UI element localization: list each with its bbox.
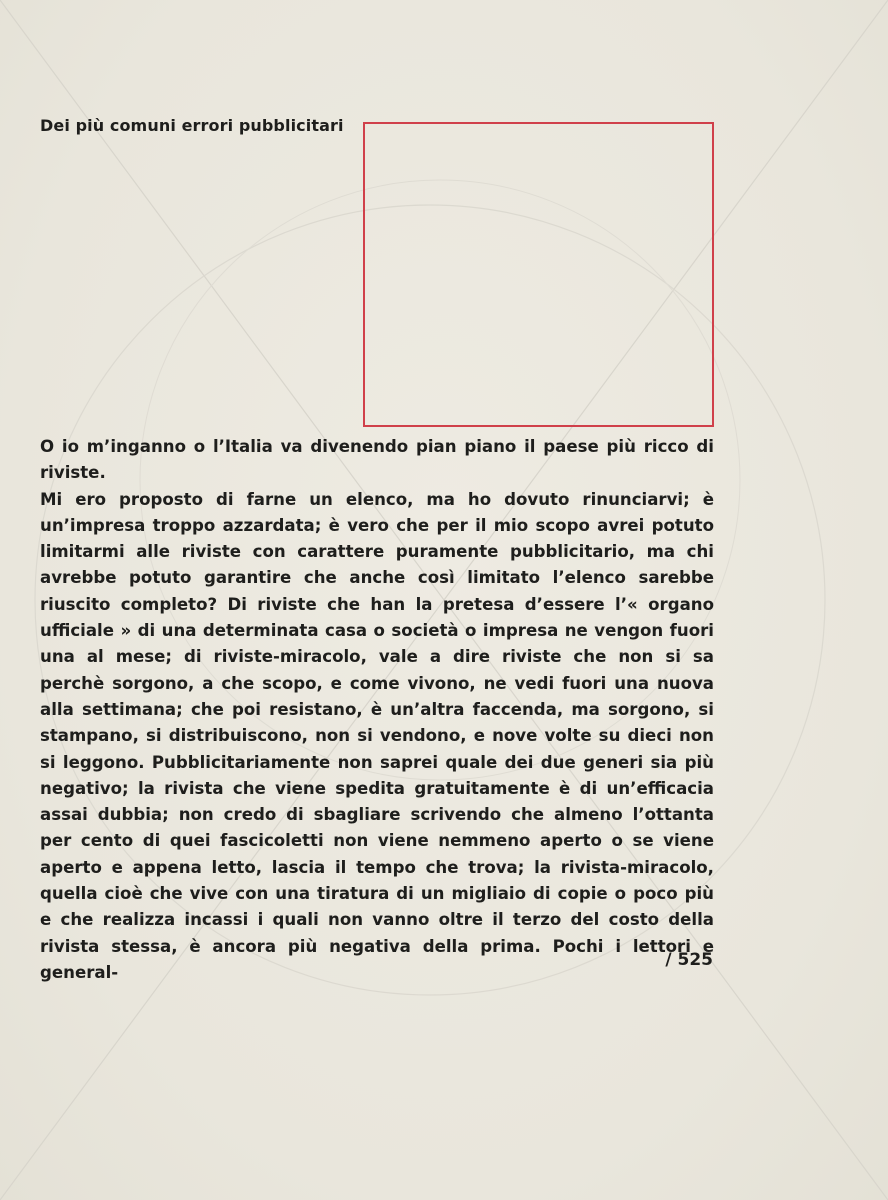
page-number: / 525 xyxy=(665,950,713,970)
paragraph-main: Mi ero proposto di farne un elenco, ma ho dovuto rinunciarvi; è un’impresa troppo azzardata; è vero che per il mio scopo avrei potuto limitarmi alle riviste con carattere puramente pubblicitario, ma chi avrebbe potuto garantire che anche così limitato l’elenco sarebbe riuscito completo? Di riviste che han la pretesa d’essere l’« organo ufficiale » di una determinata casa o società o impresa ne vengon fuori una al mese; di riviste-miracolo, vale a dire riviste che non si sa perchè sorgono, a che scopo, e come vivono, ne vedi fuori una nuova alla settimana; che poi resistano, è un’altra faccenda, ma sorgono, si stampano, si distribuiscono, non si vendono, e nove volte su dieci non si leggono. Pubblicitariamente non saprei quale dei due generi sia più negativo; la rivista che viene spedita gratuitamente è di un’efficacia assai dubbia; non credo di sbagliare scrivendo che almeno l’ottanta per cento di quei fascicoletti non viene nemmeno aperto o se viene aperto e appena letto, lascia il tempo che trova; la rivista-miracolo, quella cioè che vive con una tiratura di un migliaio di copie o poco più e che realizza incassi i quali non vanno oltre il terzo del costo della rivista stessa, è ancora più negativa della prima. Pochi i lettori e general- xyxy=(40,489,714,982)
image-placeholder-frame xyxy=(363,122,714,427)
article-title: Dei più comuni errori pubblicitari xyxy=(40,116,344,135)
paragraph-intro: O io m’inganno o l’Italia va divenendo pian piano il paese più ricco di riviste. xyxy=(40,437,714,483)
article-body xyxy=(40,434,714,986)
